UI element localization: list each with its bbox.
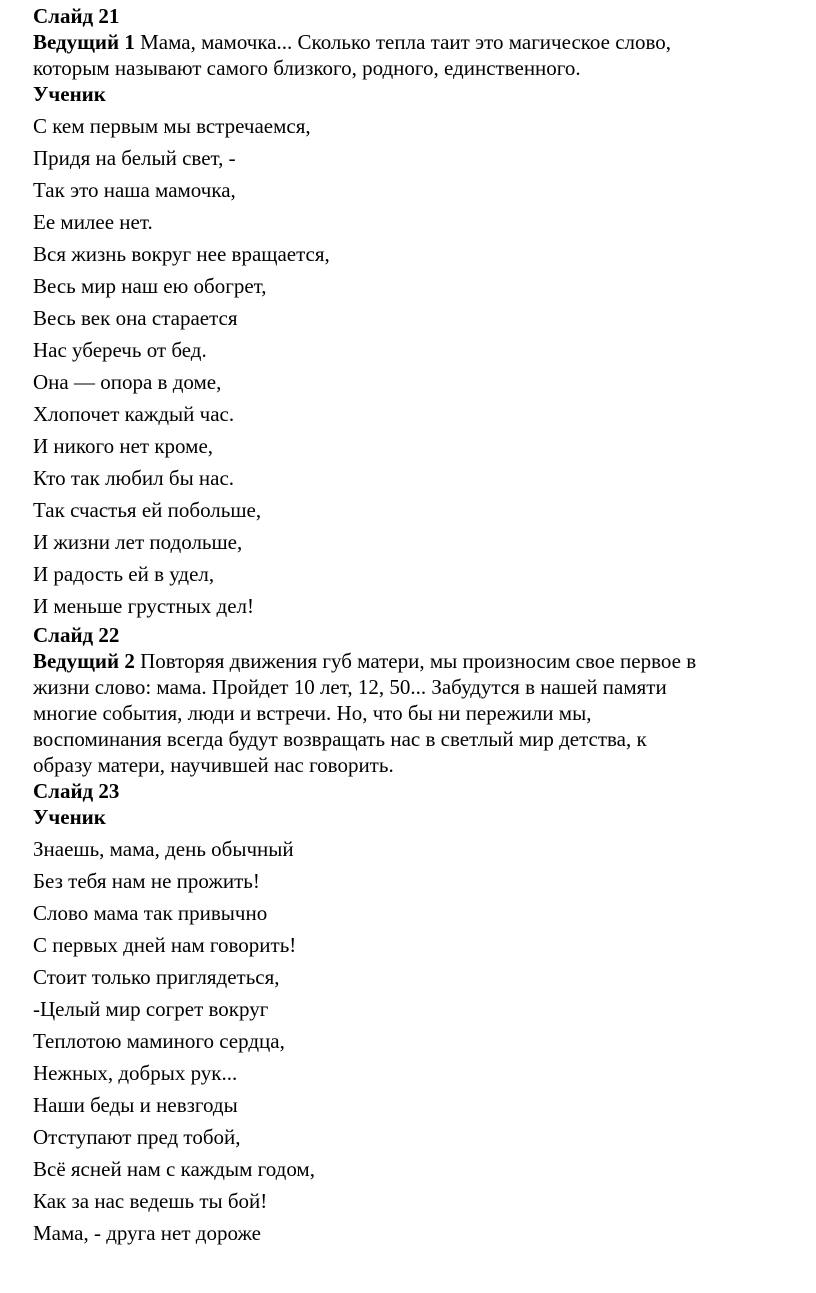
paragraph-line: которым называют самого близкого, родного, единственного. [33, 56, 581, 80]
presenter-label: Ведущий 1 [33, 30, 135, 54]
poem-line: Весь век она старается [33, 306, 238, 330]
poem-line: Так это наша мамочка, [33, 178, 236, 202]
poem-line: Ее милее нет. [33, 210, 153, 234]
poem-line: Нас уберечь от бед. [33, 338, 207, 362]
poem-line: Весь мир наш ею обогрет, [33, 274, 267, 298]
poem-line: Теплотою маминого сердца, [33, 1029, 285, 1053]
poem-line: Мама, - друга нет дороже [33, 1221, 261, 1245]
paragraph-text: Повторяя движения губ матери, мы произносим свое первое в [134, 649, 697, 673]
paragraph-line: жизни слово: мама. Пройдет 10 лет, 12, 50... Забудутся в нашей памяти [33, 675, 667, 699]
poem-line: И меньше грустных дел! [33, 594, 254, 618]
poem-line: И никого нет кроме, [33, 434, 214, 458]
poem-line: С кем первым мы встречаемся, [33, 114, 311, 138]
poem-line: Как за нас ведешь ты бой! [33, 1189, 268, 1213]
poem-line: Нежных, добрых рук... [33, 1061, 238, 1085]
poem-line: Наши беды и невзгоды [33, 1093, 238, 1117]
poem-line: Вся жизнь вокруг нее вращается, [33, 242, 330, 266]
poem-line: Без тебя нам не прожить! [33, 869, 260, 893]
student-label: Ученик [33, 805, 106, 829]
paragraph-line: образу матери, научившей нас говорить. [33, 753, 394, 777]
poem-line: Всё ясней нам с каждым годом, [33, 1157, 315, 1181]
poem-line: Отступают пред тобой, [33, 1125, 241, 1149]
slide-heading: Слайд 21 [33, 4, 120, 28]
slide-heading: Слайд 22 [33, 623, 120, 647]
poem [33, 110, 816, 622]
poem-line: Придя на белый свет, - [33, 146, 236, 170]
poem [33, 833, 816, 1249]
poem-line: Слово мама так привычно [33, 901, 268, 925]
paragraph-line: воспоминания всегда будут возвращать нас в светлый мир детства, к [33, 727, 647, 751]
poem-line: И жизни лет подольше, [33, 530, 243, 554]
poem-line: Знаешь, мама, день обычный [33, 837, 294, 861]
poem-line: -Целый мир согрет вокруг [33, 997, 269, 1021]
presenter-label: Ведущий 2 [33, 649, 135, 673]
poem-line: Стоит только приглядеться, [33, 965, 280, 989]
paragraph-text: Мама, мамочка... Сколько тепла таит это магическое слово, [134, 30, 672, 54]
poem-line: Хлопочет каждый час. [33, 402, 235, 426]
paragraph-line: многие события, люди и встречи. Но, что бы ни пережили мы, [33, 701, 592, 725]
poem-line: С первых дней нам говорить! [33, 933, 297, 957]
presenter-paragraph-line [33, 648, 816, 674]
presenter-paragraph-line [33, 29, 816, 55]
poem-line: Она — опора в доме, [33, 370, 222, 394]
slide-heading: Слайд 23 [33, 779, 120, 803]
poem-line: Кто так любил бы нас. [33, 466, 235, 490]
poem-line: И радость ей в удел, [33, 562, 215, 586]
poem-line: Так счастья ей побольше, [33, 498, 262, 522]
student-label: Ученик [33, 82, 106, 106]
